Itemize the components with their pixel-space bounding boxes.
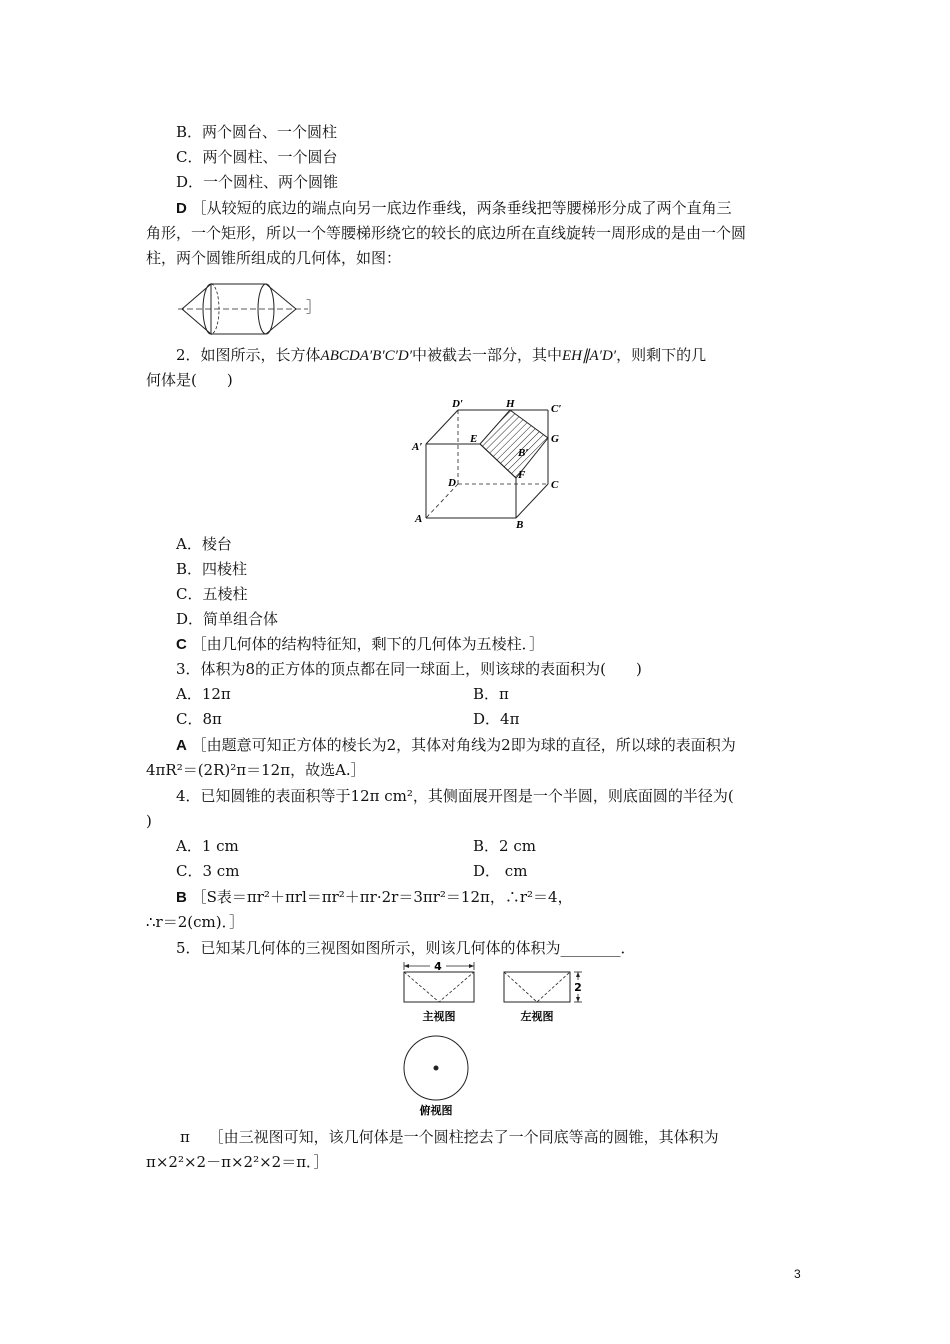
q2-solution — [176, 634, 544, 655]
q3-option-b: B．π — [473, 685, 509, 703]
q3-stem: 3．体积为8的正方体的顶点都在同一球面上，则该球的表面积为( ) — [176, 660, 642, 678]
q1-solution-close: ］ — [306, 298, 322, 316]
q2-answer-letter: C — [176, 636, 187, 653]
q5-solution-text1: ［由三视图可知，该几何体是一个圆柱挖去了一个同底等高的圆锥，其体积为 — [208, 1128, 719, 1146]
q2-label-b: B — [516, 519, 524, 531]
q4-option-d: D． cm — [473, 862, 528, 880]
q1-option-c: C．两个圆柱、一个圆台 — [176, 148, 338, 166]
q2-stem-solid-name: ABCDA′B′C′D′ — [320, 348, 412, 364]
q2-stem-line1 — [176, 345, 706, 366]
q2-label-c: C — [551, 479, 559, 491]
q2-option-c: C．五棱柱 — [176, 585, 248, 603]
q3-solution-line2: 4πR²＝(2R)²π＝12π，故选A.］ — [146, 761, 366, 779]
q2-stem-parallel: EH∥A′D′ — [562, 348, 617, 364]
q2-option-a: A．棱台 — [176, 535, 232, 553]
q4-solution-line2: ∴r＝2(cm)．］ — [146, 913, 245, 931]
q1-solution-text1: ［从较短的底边的端点向另一底边作垂线，两条垂线把等腰梯形分成了两个直角三 — [191, 199, 732, 217]
q5-dimension-width: 4 — [434, 960, 442, 973]
q4-option-a: A．1 cm — [176, 837, 239, 855]
q3-answer-letter: A — [176, 737, 187, 754]
q5-side-view-label: 左视图 — [520, 1010, 554, 1023]
q2-label-a: A — [415, 513, 423, 525]
page-number: 3 — [794, 1267, 801, 1281]
q1-answer-letter: D — [176, 200, 187, 217]
q4-answer-letter: B — [176, 889, 187, 906]
q5-solution-line2: π×2²×2－π×2²×2＝π．］ — [146, 1153, 329, 1171]
q2-label-d: D — [448, 477, 456, 489]
q4-stem-line2: ) — [146, 812, 152, 830]
q1-solution-line2: 角形，一个矩形，所以一个等腰梯形绕它的较长的底边所在直线旋转一周形成的是由一个圆 — [146, 224, 747, 242]
q4-stem-line1: 4．已知圆锥的表面积等于12π cm²，其侧面展开图是一个半圆，则底面圆的半径为( — [176, 787, 734, 805]
q3-solution-text1: ［由题意可知正方体的棱长为2，其体对角线为2即为球的直径，所以球的表面积为 — [191, 736, 736, 754]
q3-option-a: A．12π — [176, 685, 231, 703]
q2-label-d1: D′ — [452, 398, 464, 410]
q5-solution-line1 — [180, 1127, 719, 1147]
q5-three-view-figure — [396, 958, 586, 1120]
q2-label-f: F — [518, 469, 526, 481]
q5-front-view-label: 主视图 — [422, 1010, 456, 1023]
q2-cuboid-figure — [410, 398, 570, 533]
q2-label-c1: C′ — [551, 403, 562, 415]
q4-solution-line1 — [176, 887, 573, 908]
q5-stem: 5．已知某几何体的三视图如图所示，则该几何体的体积为________． — [176, 939, 636, 957]
q3-option-d: D．4π — [473, 710, 520, 728]
q2-stem-part-e: ，则剩下的几 — [616, 346, 707, 364]
q3-option-c: C．8π — [176, 710, 222, 728]
q4-option-b: B．2 cm — [473, 837, 536, 855]
q1-option-b: B．两个圆台、一个圆柱 — [176, 123, 338, 141]
q1-option-d: D．一个圆柱、两个圆锥 — [176, 173, 339, 191]
q5-dimension-height: 2 — [574, 981, 582, 994]
q2-option-b: B．四棱柱 — [176, 560, 248, 578]
q2-label-a1: A′ — [412, 441, 423, 453]
q2-option-d: D．简单组合体 — [176, 610, 279, 628]
q4-option-c: C．3 cm — [176, 862, 240, 880]
q2-label-g: G — [551, 433, 559, 445]
q2-solution-text: ［由几何体的结构特征知，剩下的几何体为五棱柱．］ — [191, 635, 545, 653]
q2-stem-part-c: 中被截去一部分，其中 — [412, 346, 563, 364]
q5-answer: π — [180, 1128, 190, 1146]
q2-stem-line2: 何体是( ) — [146, 371, 233, 389]
q2-label-h: H — [506, 398, 515, 410]
q2-label-b1: B′ — [518, 447, 529, 459]
q3-solution-line1 — [176, 735, 736, 756]
q4-solution-text1: ［S表＝πr²＋πrl＝πr²＋πr·2r＝3πr²＝12π，∴r²＝4， — [191, 888, 573, 906]
q5-top-view-label: 俯视图 — [419, 1104, 453, 1117]
q1-solution-line3: 柱，两个圆锥所组成的几何体，如图： — [146, 249, 402, 267]
q2-label-e: E — [470, 433, 478, 445]
q1-solution-line1 — [176, 198, 732, 219]
q2-stem-part-a: 2．如图所示，长方体 — [176, 346, 321, 364]
